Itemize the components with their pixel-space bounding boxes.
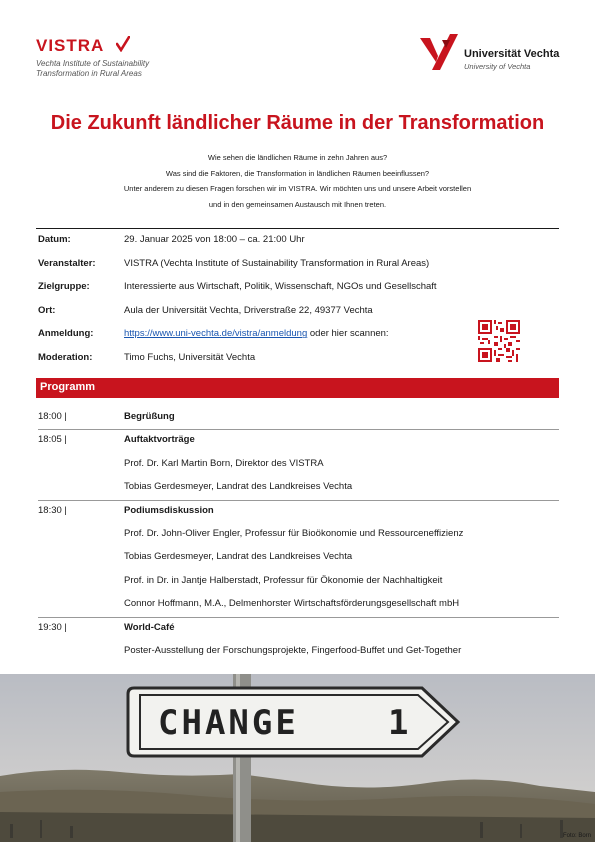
detail-value: VISTRA (Vechta Institute of Sustainability Transformation in Rural Areas) [124,257,430,269]
program-heading: Programm [40,381,96,393]
detail-value [124,328,389,339]
program-row [38,575,559,598]
program-item: Poster-Ausstellung der Forschungsprojekte, Fingerfood-Buffet und Get-Together [124,644,462,656]
sign-number: 1 [388,703,409,743]
change-sign-photo [0,674,595,842]
program-row [38,645,559,668]
photo-credit: Foto: Born [562,833,591,839]
intro-line: Was sind die Faktoren, die Transformation in ländlichen Räumen beeinflussen? [165,168,430,178]
program-row [38,434,559,457]
program-row [38,528,559,551]
detail-row-audience [38,281,559,305]
page-title: Die Zukunft ländlicher Räume in der Transformation [50,112,545,134]
program-item: Tobias Gerdesmeyer, Landrat des Landkreises Vechta [124,481,353,493]
detail-value: Interessierte aus Wirtschaft, Politik, Wissenschaft, NGOs und Gesellschaft [124,281,437,293]
program-time: 18:30 | [38,504,67,516]
program-time: 18:05 | [38,434,67,446]
row-divider [38,617,559,618]
program-item: Prof. Dr. Karl Martin Born, Direktor des VISTRA [124,457,324,469]
program-row [38,458,559,481]
intro-text [40,150,555,212]
detail-label: Datum: [38,234,71,245]
detail-label: Anmeldung: [38,328,94,340]
detail-value: Aula der Universität Vechta, Driverstraße 22, 49377 Vechta [124,304,373,316]
vistra-check-icon [116,36,130,52]
program-row [38,551,559,574]
program-row [38,505,559,528]
registration-suffix: oder hier scannen: [307,328,389,340]
detail-label: Ort: [38,304,56,316]
program-title: Podiumsdiskussion [124,504,214,516]
detail-row-organizer [38,258,559,282]
intro-line: und in den gemeinsamen Austausch mit Ihnen treten. [208,199,387,209]
university-mark-icon [420,34,460,74]
university-subtitle: University of Vechta [464,62,531,71]
detail-label: Zielgruppe: [38,281,90,293]
detail-value: Timo Fuchs, Universität Vechta [124,351,256,363]
program-item: Connor Hoffmann, M.A., Delmenhorster Wirtschaftsförderungsgesellschaft mbH [124,598,460,610]
program-heading-bar [36,378,559,398]
program-title: Auftaktvorträge [124,434,195,446]
program-time: 19:30 | [38,621,67,633]
sign-text: CHANGE [158,703,299,743]
program-title: Begrüßung [124,411,175,422]
program-item: Tobias Gerdesmeyer, Landrat des Landkreises Vechta [124,551,353,563]
vistra-logo [36,36,149,79]
header [0,30,595,80]
program-item: Prof. Dr. John-Oliver Engler, Professur für Bioökonomie und Ressourceneffizienz [124,527,464,539]
university-name: Universität Vechta [464,48,560,60]
program-row [38,622,559,645]
row-divider [38,429,559,430]
detail-row-date [38,234,559,258]
detail-label: Moderation: [38,351,93,363]
program-list [38,411,559,668]
intro-line: Unter anderem zu diesen Fragen forschen wir im VISTRA. Wir möchten uns und unsere Arbeit vorstellen [123,184,472,193]
program-row [38,481,559,504]
program-item: Prof. in Dr. in Jantje Halberstadt, Professur für Ökonomie der Nachhaltigkeit [124,574,443,586]
program-row [38,411,559,434]
vistra-logo-text: VISTRA [36,36,105,55]
qr-code-icon[interactable] [478,320,520,362]
university-logo [420,34,570,74]
program-time: 18:00 | [38,411,67,422]
vistra-subtitle-line1: Vechta Institute of Sustainability [36,59,150,68]
landscape-illustration [0,674,595,842]
row-divider [38,500,559,501]
program-row [38,598,559,621]
detail-label: Veranstalter: [38,257,96,269]
intro-line: Wie sehen die ländlichen Räume in zehn Jahren aus? [207,153,388,162]
vistra-subtitle [36,59,149,79]
program-title: World-Café [124,621,175,633]
divider [36,228,559,229]
vistra-subtitle-line2: Transformation in Rural Areas [36,69,142,78]
registration-link[interactable]: https://www.uni-vechta.de/vistra/anmeldung [124,328,308,340]
detail-value: 29. Januar 2025 von 18:00 – ca. 21:00 Uhr [124,234,305,245]
